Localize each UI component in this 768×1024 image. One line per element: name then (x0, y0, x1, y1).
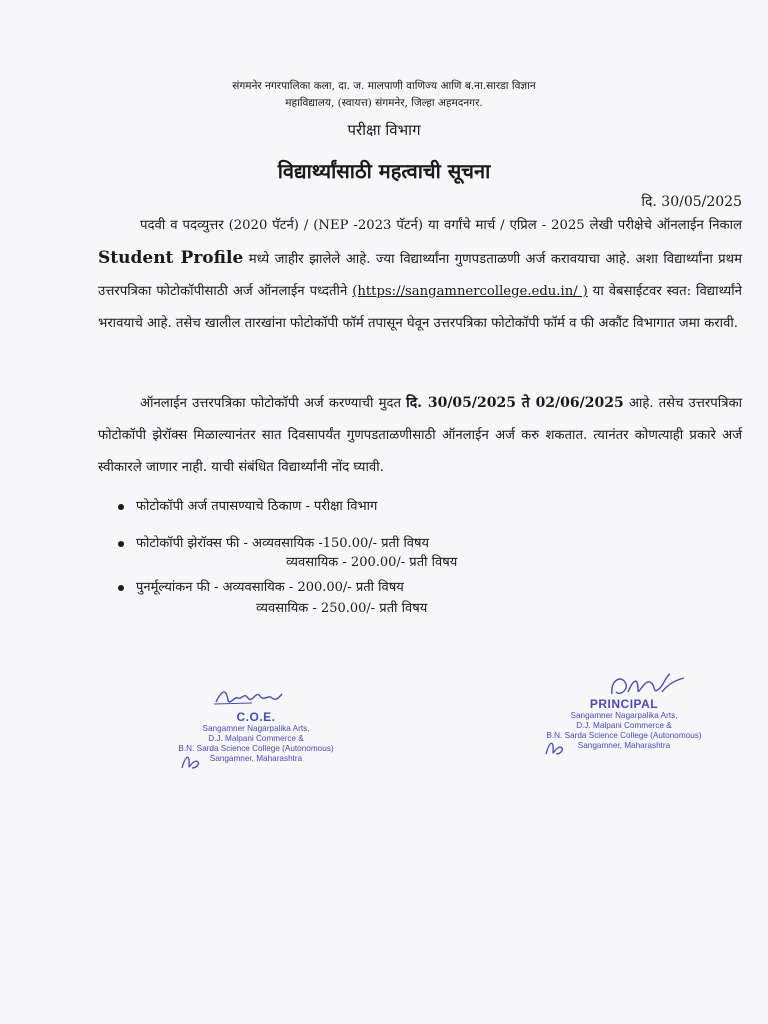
para1-text-2: मध्ये जाहीर झालेले आहे. ज्या विद्यार्थ्यांना गुणपडताळणी अर्ज करावयाचा आहे. अशा विद्यार्थ्यांना प्रथम उत्तरपत्रिका फोटोकॉपीसाठी अर्ज ऑनलाईन पध्दतीने (98, 252, 742, 299)
bullet-2-line-2: व्यवसायिक - 200.00/- प्रती विषय (286, 555, 458, 570)
bullet-icon (118, 504, 124, 510)
bullet-2-line-1: फोटोकॉपी झेरॉक्स फी - अव्यवसायिक -150.00/- प्रती विषय (136, 536, 430, 551)
principal-stamp-line-4: Sangamner, Maharashtra (577, 741, 671, 750)
principal-stamp-line-1: Sangamner Nagarpalika Arts, (570, 711, 678, 720)
coe-initials-icon (180, 752, 202, 772)
para1-text-1: पदवी व पदव्युत्तर (2020 पॅटर्न) / (NEP -2023 पॅटर्न) या वर्गांचे मार्च / एप्रिल - 2025 लेखी परीक्षेचे ऑनलाईन निकाल (140, 218, 742, 233)
paragraph-2 (98, 387, 742, 484)
principal-stamp-line-3: B.N. Sarda Science College (Autonomous) (546, 731, 702, 740)
bullet-3-line-2: व्यवसायिक - 250.00/- प्रती विषय (256, 601, 428, 616)
bullet-3-line-1: पुनर्मूल्यांकन फी - अव्यवसायिक - 200.00/- प्रती विषय (136, 580, 404, 595)
paragraph-1 (98, 210, 742, 340)
para2-text-2: आहे. तसेच उत्तरपत्रिका फोटोकॉपी झेरॉक्स मिळाल्यानंतर सात दिवसापर्यंत गुणपडताळणीसाठी ऑनलाईन अर्ज करु शकतात. त्यानंतर कोणत्याही प्रकारे अर्ज स्वीकारले जाणार नाही. याची संबंधित विद्यार्थ्यांनी नोंद घ्यावी. (98, 396, 743, 475)
header-line-2: महाविद्यालय, (स्वायत्त) संगमनेर, जिल्हा अहमदनगर. (285, 97, 483, 109)
principal-initials-icon (544, 738, 566, 758)
deadline-dates: दि. 30/05/2025 ते 02/06/2025 (406, 395, 624, 411)
coe-stamp-line-1: Sangamner Nagarpalika Arts, (202, 724, 310, 733)
coe-signature-icon (212, 684, 286, 710)
coe-stamp-line-2: D.J. Malpani Commerce & (208, 734, 304, 743)
notice-date: दि. 30/05/2025 (641, 194, 742, 210)
coe-role: C.O.E. (236, 710, 276, 724)
bullet-icon (118, 541, 124, 547)
header-line-1: संगमनेर नगरपालिका कला, दा. ज. मालपाणी वाणिज्य आणि ब.ना.सारडा विज्ञान (232, 80, 536, 92)
coe-stamp-line-3: B.N. Sarda Science College (Autonomous) (178, 744, 334, 753)
student-profile-label: Student Profile (98, 248, 244, 268)
principal-role: PRINCIPAL (589, 697, 659, 711)
para2-text-1: ऑनलाईन उत्तरपत्रिका फोटोकॉपी अर्ज करण्याची मुदत (140, 396, 407, 411)
bullet-1: फोटोकॉपी अर्ज तपासण्याचे ठिकाण - परीक्षा विभाग (136, 499, 378, 514)
college-website-link[interactable]: (https://sangamnercollege.edu.in/ ) (352, 284, 588, 299)
notice-title: विद्यार्थ्यांसाठी महत्वाची सूचना (277, 159, 491, 183)
para1-text-3: या वेबसाईटवर स्वत: विद्यार्थ्यांने भरावयाचे आहे. तसेच खालील तारखांना फोटोकॉपी फॉर्म तपासून घेवून उत्तरपत्रिका फोटोकॉपी फॉर्म व फी अकौंट विभागात जमा करावी. (98, 284, 742, 331)
bullet-icon (118, 585, 124, 591)
principal-stamp-line-2: D.J. Malpani Commerce & (576, 721, 672, 730)
college-header (150, 78, 618, 112)
department-heading: परीक्षा विभाग (347, 121, 421, 139)
coe-stamp-line-4: Sangamner, Maharashtra (209, 754, 303, 763)
